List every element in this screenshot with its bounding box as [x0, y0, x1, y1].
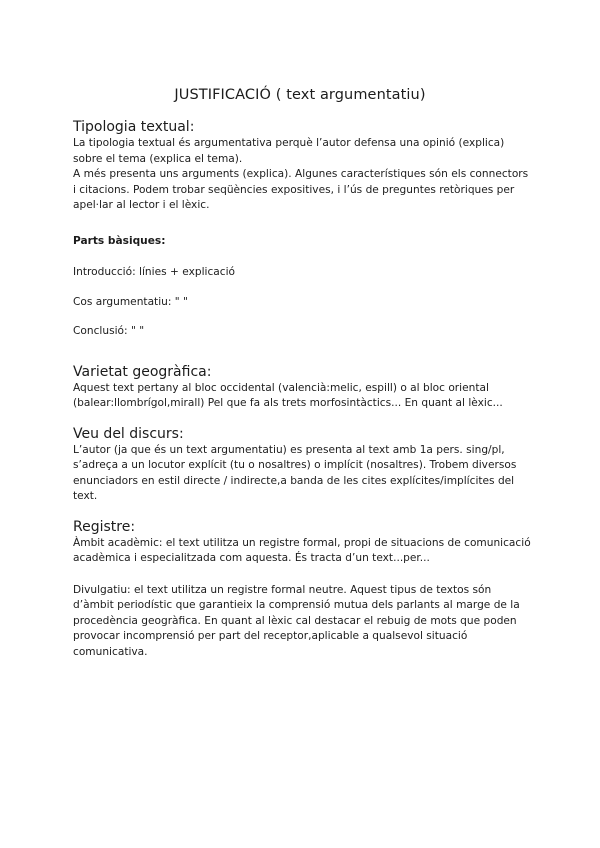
tipologia-paragraph-2: A més presenta uns arguments (explica). Algunes característiques són els connectors i citacions. Podem trobar seqüències expositives, i l’ús de preguntes retòriques per apel·lar al lector i el lèxic. — [73, 168, 529, 211]
heading-parts: Parts bàsiques: — [73, 234, 166, 247]
parts-conclusio: Conclusió: " " — [73, 325, 145, 337]
heading-varietat: Varietat geogràfica: — [73, 363, 212, 380]
veu-paragraph: L’autor (ja que és un text argumentatiu) es presenta al text amb 1a pers. sing/pl, s’adreça a un locutor explícit (tu o nosaltres) o implícit (nosaltres). Trobem diversos enunciadors en estil directe / indirecte,a banda de les cites explícites/implícites del text. — [73, 443, 517, 502]
document-body — [73, 119, 533, 660]
parts-cos-argumentatiu: Cos argumentatiu: " " — [73, 295, 188, 308]
tipologia-paragraph-1: La tipologia textual és argumentativa perquè l’autor defensa una opinió (explica) sobre el tema (explica el tema). — [73, 137, 505, 165]
registre-divulgatiu-paragraph: Divulgatiu: el text utilitza un registre formal neutre. Aquest tipus de textos són d’àmbit periodístic que garantieix la comprensió mutua dels parlants al marge de la procedència geogràfica. En quant al lèxic cal destacar el rebuig de mots que poden provocar incomprensió per part del receptor,aplicable a qualsevol situació comunicativa. — [73, 583, 520, 658]
document-title: JUSTIFICACIÓ ( text argumentatiu) — [174, 87, 426, 103]
heading-veu: Veu del discurs: — [73, 425, 184, 442]
varietat-paragraph: Aquest text pertany al bloc occidental (valencià:melic, espill) o al bloc oriental (balear:llombrígol,mirall) Pel que fa als trets morfosintàctics... En quant al lèxic... — [73, 381, 503, 409]
parts-introduccio: Introducció: línies + explicació — [73, 266, 236, 278]
heading-registre: Registre: — [73, 518, 136, 535]
registre-academic-paragraph: Àmbit acadèmic: el text utilitza un registre formal, propi de situacions de comunicació acadèmica i especialitzada com aquesta. És tracta d’un text...per... — [73, 536, 531, 564]
heading-tipologia: Tipologia textual: — [73, 119, 195, 135]
